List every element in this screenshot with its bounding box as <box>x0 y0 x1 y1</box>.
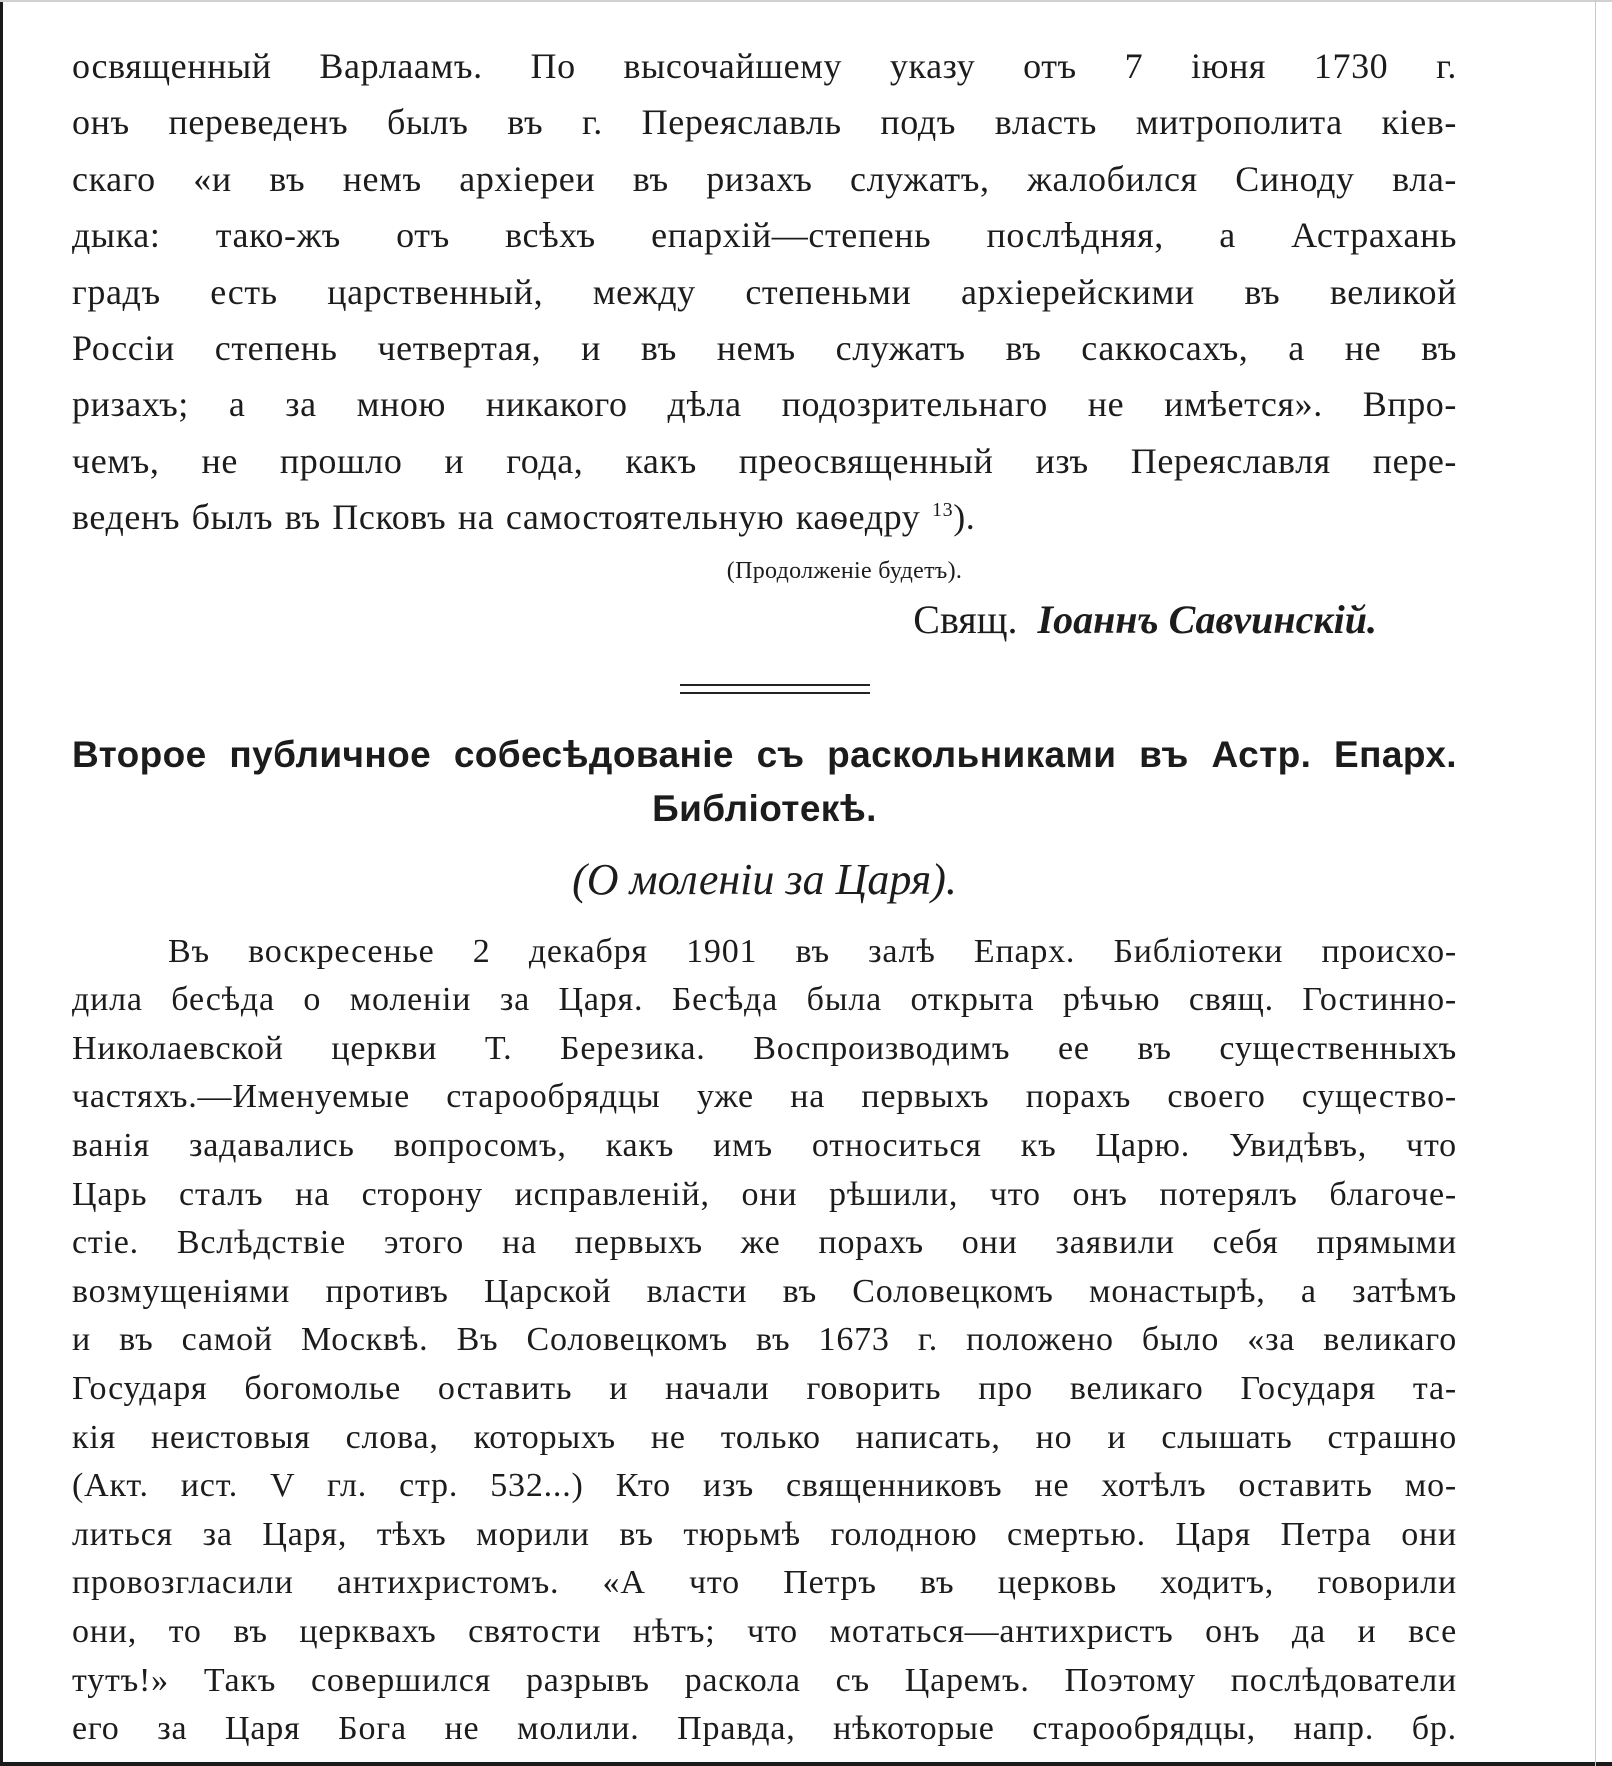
section-divider <box>680 684 870 694</box>
text-line: Россіи степень четвертая, и въ немъ служатъ въ саккосахъ, а не въ <box>72 328 1457 369</box>
first-section-text <box>72 38 1457 546</box>
signature-name: Іоаннъ Савvинскій. <box>1037 596 1377 642</box>
text-line: онъ переведенъ былъ въ г. Переяславль подъ власть митрополита кіев- <box>72 102 1457 143</box>
last-line-text: веденъ былъ въ Псковъ на самостоятельную каѳедру <box>72 497 921 538</box>
text-line: дыка: тако-жъ отъ всѣхъ епархій—степень послѣдняя, а Астрахань <box>72 215 1457 256</box>
text-line: ризахъ; а за мною никакого дѣла подозрительнаго не имѣется». Впро- <box>72 384 1457 425</box>
text-line: Государя богомолье оставить и начали говорить про великаго Государя та- <box>72 1370 1457 1407</box>
author-signature <box>72 594 1457 646</box>
top-border <box>0 0 1612 2</box>
continuation-note: (Продолженіе будетъ). <box>726 557 963 584</box>
text-line: ванія задавались вопросомъ, какъ имъ относиться къ Царю. Увидѣвъ, что <box>72 1127 1457 1165</box>
text-line: частяхъ.—Именуемые старообрядцы уже на первыхъ порахъ своего существо- <box>72 1078 1457 1116</box>
text-line: они, то въ церквахъ святости нѣтъ; что мотаться—антихристъ онъ да и все <box>72 1612 1457 1650</box>
text-line: и въ самой Москвѣ. Въ Соловецкомъ въ 1673 г. положено было «за великаго <box>72 1321 1457 1359</box>
article-title-line-2: Библіотекѣ. <box>652 787 877 829</box>
text-line: кія неистовыя слова, которыхъ не только написать, но и слышать страшно <box>72 1418 1457 1456</box>
text-line: провозгласили антихристомъ. «А что Петръ въ церковь ходитъ, говорили <box>72 1564 1457 1602</box>
footnote-mark: 13 <box>931 499 954 522</box>
text-line: Царь сталъ на сторону исправленій, они рѣшили, что онъ потерялъ благоче- <box>72 1175 1457 1213</box>
text-line: возмущеніями противъ Царской власти въ Соловецкомъ монастырѣ, а затѣмъ <box>72 1272 1457 1310</box>
text-line: освященный Варлаамъ. По высочайшему указу отъ 7 іюня 1730 г. <box>72 46 1457 86</box>
article-title <box>72 728 1457 836</box>
last-line-tail: ). <box>953 497 976 538</box>
article-title-line-1: Второе публичное собесѣдованіе съ раскольниками въ Астр. Епарх. <box>72 733 1457 775</box>
right-margin-rule <box>1595 0 1596 1766</box>
text-line: его за Царя Бога не молили. Правда, нѣкоторые старообрядцы, напр. бр. <box>72 1710 1457 1748</box>
article-body <box>72 928 1457 1754</box>
text-line: Въ воскресенье 2 декабря 1901 въ залѣ Епарх. Библіотеки происхо- <box>168 932 1457 970</box>
document-page <box>72 38 1457 1754</box>
text-line: стіе. Вслѣдствіе этого на первыхъ же порахъ они заявили себя прямыми <box>72 1224 1457 1262</box>
text-line: тутъ!» Такъ совершился разрывъ раскола съ Царемъ. Поэтому послѣдователи <box>72 1661 1457 1699</box>
text-line: литься за Царя, тѣхъ морили въ тюрьмѣ голодною смертью. Царя Петра они <box>72 1515 1457 1553</box>
text-line: Николаевской церкви Т. Березика. Воспроизводимъ ее въ существенныхъ <box>72 1029 1457 1067</box>
article-subtitle: (О моленіи за Царя). <box>572 854 957 904</box>
text-line: (Акт. ист. V гл. стр. 532...) Кто изъ священниковъ не хотѣлъ оставить мо- <box>72 1467 1457 1505</box>
text-line: скаго «и въ немъ архіереи въ ризахъ служатъ, жалобился Синоду вла- <box>72 158 1457 199</box>
text-line: чемъ, не прошло и года, какъ преосвященный изъ Переяславля пере- <box>72 440 1457 481</box>
text-line: дила бесѣда о моленіи за Царя. Бесѣда была открыта рѣчью свящ. Гостинно- <box>72 981 1457 1019</box>
text-line: градъ есть царственный, между степеньми архіерейскими въ великой <box>72 271 1457 312</box>
signature-prefix: Свящ. <box>913 596 1018 642</box>
text-line-last <box>72 489 1457 545</box>
